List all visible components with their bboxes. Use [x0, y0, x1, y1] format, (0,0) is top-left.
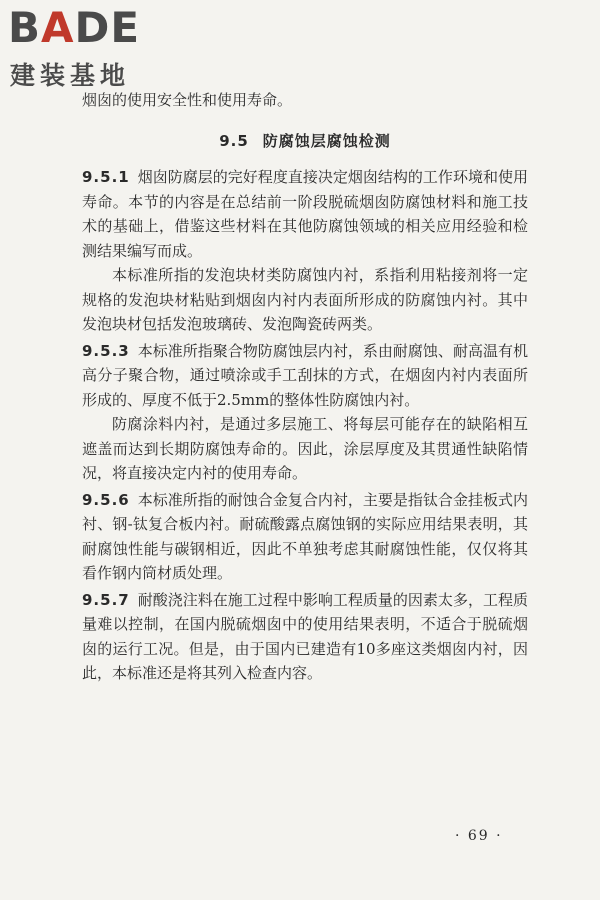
section-number: 9.5 — [219, 131, 249, 150]
clause-text: 本标准所指的耐蚀合金复合内衬，主要是指钛合金挂板式内衬、钢-钛复合板内衬。耐硫酸露点腐蚀钢的实际应用结果表明，其耐腐蚀性能与碳钢相近，因此不单独考虑其耐腐蚀性能，仅仅将其看作钢内筒材质处理。 — [82, 490, 528, 582]
clause-9-5-1-followup: 本标准所指的发泡块材类防腐蚀内衬，系指利用粘接剂将一定规格的发泡块材粘贴到烟囱内衬内表面所形成的防腐蚀内衬。其中发泡块材包括发泡玻璃砖、发泡陶瓷砖两类。 — [82, 266, 528, 333]
clause-number: 9.5.7 — [82, 590, 130, 609]
watermark-logo — [8, 3, 178, 90]
carryover-line: 烟囱的使用安全性和使用寿命。 — [82, 91, 293, 109]
logo-text — [8, 3, 140, 52]
section-heading — [82, 129, 528, 154]
clause-9-5-3 — [82, 339, 528, 413]
logo-letter: E — [110, 3, 141, 52]
clause-9-5-7 — [82, 588, 528, 686]
clause-text: 烟囱防腐层的完好程度直接决定烟囱结构的工作环境和使用寿命。本节的内容是在总结前一阶段脱硫烟囱防腐蚀材料和施工技术的基础上，借鉴这些材料在其他防腐蚀领域的相关应用经验和检测结果编写而成。 — [82, 168, 528, 260]
logo-letter: D — [74, 3, 111, 52]
clause-9-5-3-followup: 防腐涂料内衬，是通过多层施工、将每层可能存在的缺陷相互遮盖而达到长期防腐蚀寿命的。因此，涂层厚度及其贯通性缺陷情况，将直接决定内衬的使用寿命。 — [82, 415, 528, 482]
page-body — [82, 88, 528, 686]
logo-letter: A — [41, 3, 75, 52]
clause-9-5-6 — [82, 488, 528, 586]
clause-text: 本标准所指聚合物防腐蚀层内衬，系由耐腐蚀、耐高温有机高分子聚合物，通过喷涂或手工刮抹的方式，在烟囱内衬内表面所形成的、厚度不低于2.5mm的整体性防腐蚀内衬。 — [82, 341, 528, 409]
section-title: 防腐蚀层腐蚀检测 — [262, 131, 391, 150]
clause-number: 9.5.6 — [82, 490, 130, 509]
clause-9-5-1 — [82, 165, 528, 263]
logo-letter: B — [8, 3, 42, 52]
page-number: · 69 · — [455, 828, 503, 844]
logo-subtitle: 建装基地 — [10, 61, 131, 90]
logo-wordmark — [8, 3, 141, 52]
clause-number: 9.5.1 — [82, 168, 130, 186]
clause-text: 耐酸浇注料在施工过程中影响工程质量的因素太多，工程质量难以控制，在国内脱硫烟囱中的使用结果表明，不适合于脱硫烟囱的运行工况。但是，由于国内已建造有10多座这类烟囱内衬，因此，本标准还是将其列入检查内容。 — [82, 590, 528, 682]
clause-number: 9.5.3 — [82, 341, 130, 360]
